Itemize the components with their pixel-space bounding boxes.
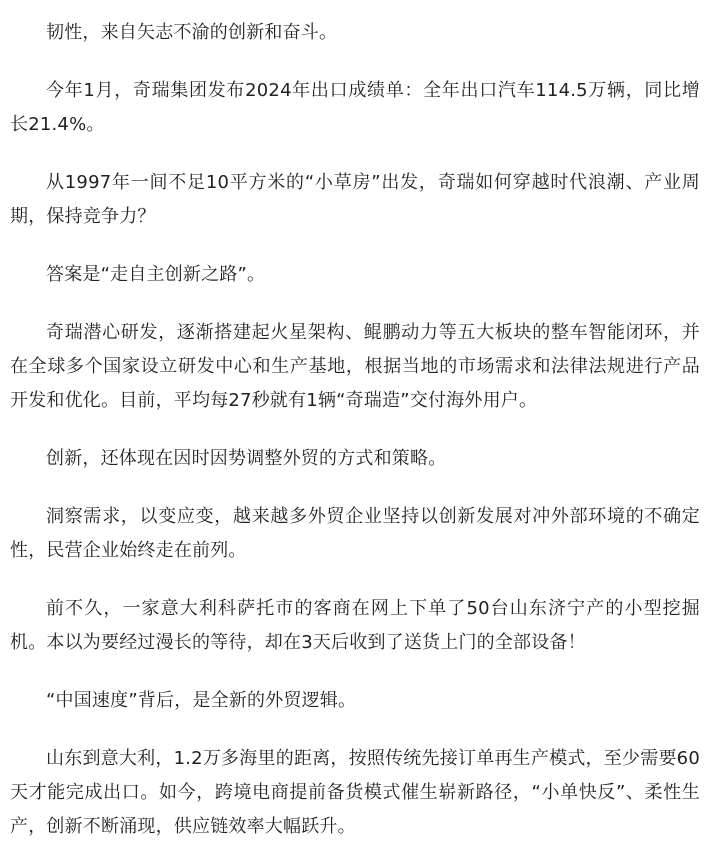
article-body <box>10 16 700 868</box>
paragraph: 从1997年一间不足10平方米的“小草房”出发，奇瑞如何穿越时代浪潮、产业周期，保持竞争力？ <box>10 172 700 227</box>
paragraph: 山东到意大利，1.2万多海里的距离，按照传统先接订单再生产模式，至少需要60天才能完成出口。如今，跨境电商提前备货模式催生崭新路径，“小单快反”、柔性生产，创新不断涌现，供应链效率大幅跃升。 <box>10 748 700 837</box>
paragraph: 答案是“走自主创新之路”。 <box>46 264 266 285</box>
paragraph: 奇瑞潜心研发，逐渐搭建起火星架构、鲲鹏动力等五大板块的整车智能闭环，并在全球多个国家设立研发中心和生产基地，根据当地的市场需求和法律法规进行产品开发和优化。目前，平均每27秒就有1辆“奇瑞造”交付海外用户。 <box>10 322 700 411</box>
paragraph: 前不久，一家意大利科萨托市的客商在网上下单了50台山东济宁产的小型挖掘机。本以为要经过漫长的等待，却在3天后收到了送货上门的全部设备！ <box>10 598 700 653</box>
paragraph: 洞察需求，以变应变，越来越多外贸企业坚持以创新发展对冲外部环境的不确定性，民营企业始终走在前列。 <box>10 506 700 561</box>
paragraph: 今年1月，奇瑞集团发布2024年出口成绩单：全年出口汽车114.5万辆，同比增长21.4%。 <box>10 80 700 135</box>
paragraph: 创新，还体现在因时因势调整外贸的方式和策略。 <box>46 448 447 469</box>
paragraph: “中国速度”背后，是全新的外贸逻辑。 <box>46 690 357 711</box>
paragraph: 韧性，来自矢志不渝的创新和奋斗。 <box>46 22 338 43</box>
